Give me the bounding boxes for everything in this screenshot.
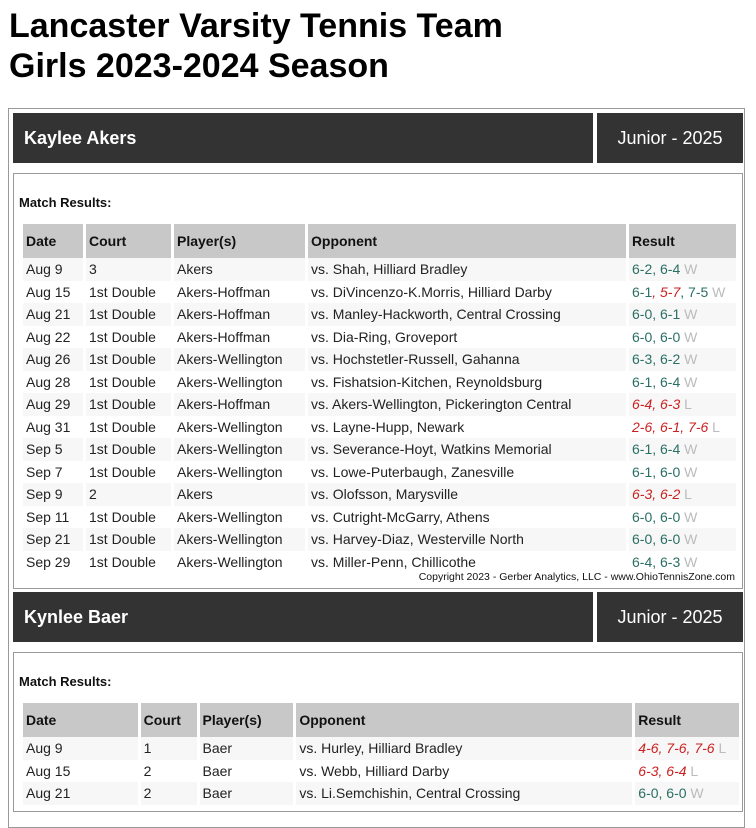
- set-score: 6-1: [660, 418, 681, 435]
- match-outcome: W: [684, 261, 698, 278]
- match-outcome: W: [684, 328, 698, 345]
- match-outcome: L: [712, 418, 720, 435]
- opponent-cell: vs. Harvey-Diaz, Westerville North: [308, 528, 626, 551]
- players-cell: Akers-Wellington: [177, 373, 283, 390]
- table-row: [23, 416, 736, 439]
- result-cell: 6-1, 6-0 W: [632, 463, 698, 480]
- date-cell: Sep 7: [26, 463, 63, 480]
- date-cell: Aug 9: [23, 737, 138, 760]
- page-title-line1: Lancaster Varsity Tennis Team: [9, 7, 503, 45]
- set-score: 6-0: [666, 785, 687, 802]
- result-cell: 6-0, 6-0 W: [629, 528, 736, 551]
- set-score: 6-0: [638, 785, 659, 802]
- set-score: 6-0: [660, 463, 681, 480]
- players-cell: Akers-Wellington: [177, 553, 283, 570]
- set-score: 6-1: [632, 373, 653, 390]
- table-row: [23, 303, 736, 326]
- column-header-players: Player(s): [174, 224, 305, 258]
- match-outcome: W: [690, 785, 704, 802]
- court-cell: 2: [143, 762, 152, 779]
- table-row: [23, 737, 739, 760]
- match-results-panel: [13, 652, 743, 812]
- table-row: [23, 326, 736, 349]
- column-header-court: Court: [141, 703, 197, 737]
- court-cell: 1st Double: [89, 553, 156, 570]
- players-cell: Akers-Wellington: [177, 508, 283, 525]
- set-score: 6-0: [660, 531, 681, 548]
- result-cell: 6-1, 6-4 W: [629, 438, 736, 461]
- table-row: [23, 393, 736, 416]
- set-score: 7-6: [694, 740, 715, 757]
- result-cell: 6-0, 6-0 W: [632, 508, 698, 525]
- player-name: Kynlee Baer: [13, 592, 593, 642]
- players-cell: Akers-Wellington: [174, 528, 305, 551]
- set-score: 6-3: [632, 351, 653, 368]
- set-score: 6-3: [638, 762, 659, 779]
- set-score: 6-0: [632, 328, 653, 345]
- player-class-year: Junior - 2025: [597, 592, 743, 642]
- column-header-court: Court: [86, 224, 171, 258]
- opponent-cell: vs. Olofsson, Marysville: [308, 483, 626, 506]
- result-cell: 6-3, 6-4 L: [638, 762, 699, 779]
- opponent-cell: vs. Manley-Hackworth, Central Crossing: [308, 303, 626, 326]
- date-cell: Aug 31: [26, 418, 71, 435]
- column-header-opponent: Opponent: [308, 224, 626, 258]
- table-header-row: [23, 703, 739, 737]
- set-score: 7-6: [666, 740, 687, 757]
- column-header-opponent: Opponent: [296, 703, 632, 737]
- date-cell: Sep 21: [23, 528, 83, 551]
- set-score: 6-0: [660, 328, 681, 345]
- column-header-result: Result: [635, 703, 739, 737]
- match-outcome: L: [684, 396, 692, 413]
- date-cell: Sep 11: [26, 508, 70, 525]
- match-outcome: W: [684, 553, 698, 570]
- opponent-cell: vs. Hochstetler-Russell, Gahanna: [308, 348, 626, 371]
- page-title: [9, 6, 503, 86]
- set-score: 6-4: [660, 441, 681, 458]
- match-outcome: W: [712, 283, 726, 300]
- result-cell: 6-1, 6-4 W: [632, 373, 698, 390]
- date-cell: Aug 21: [23, 782, 138, 805]
- opponent-cell: vs. Shah, Hilliard Bradley: [308, 258, 626, 281]
- match-outcome: W: [684, 306, 698, 323]
- table-row: [23, 782, 739, 805]
- players-cell: Akers-Wellington: [174, 438, 305, 461]
- court-cell: 1st Double: [86, 393, 171, 416]
- set-score: 6-1: [632, 283, 653, 300]
- table-header-row: [23, 224, 736, 258]
- court-cell: 2: [86, 483, 171, 506]
- match-outcome: W: [684, 463, 698, 480]
- table-row: [23, 438, 736, 461]
- players-cell: Akers-Wellington: [177, 418, 283, 435]
- date-cell: Aug 21: [23, 303, 83, 326]
- result-cell: 6-1, 5-7, 7-5 W: [632, 283, 726, 300]
- court-cell: 1st Double: [86, 438, 171, 461]
- set-score: 6-3: [660, 396, 681, 413]
- set-score: 6-2: [660, 351, 681, 368]
- page-title-line2: Girls 2023-2024 Season: [9, 47, 389, 85]
- players-cell: Akers-Wellington: [177, 463, 283, 480]
- match-results-title: Match Results:: [19, 195, 112, 210]
- opponent-cell: vs. Li.Semchishin, Central Crossing: [296, 782, 632, 805]
- match-results-table: [20, 703, 742, 805]
- opponent-cell: vs. Lowe-Puterbaugh, Zanesville: [311, 463, 515, 480]
- set-score: 6-3: [660, 553, 681, 570]
- date-cell: Aug 22: [26, 328, 71, 345]
- match-outcome: W: [684, 441, 698, 458]
- match-outcome: W: [684, 351, 698, 368]
- players-cell: Baer: [200, 737, 294, 760]
- court-cell: 1st Double: [89, 463, 156, 480]
- set-score: 6-4: [666, 762, 687, 779]
- result-cell: 2-6, 6-1, 7-6 L: [632, 418, 720, 435]
- players-cell: Baer: [202, 762, 233, 779]
- match-results-table: [20, 224, 739, 573]
- opponent-cell: vs. Hurley, Hilliard Bradley: [296, 737, 632, 760]
- set-score: 6-1: [632, 441, 653, 458]
- set-score: 2-6: [632, 418, 653, 435]
- date-cell: Aug 28: [26, 373, 71, 390]
- set-score: 6-1: [632, 463, 653, 480]
- court-cell: 1st Double: [89, 418, 156, 435]
- opponent-cell: vs. Layne-Hupp, Newark: [311, 418, 465, 435]
- set-score: 6-2: [632, 261, 653, 278]
- date-cell: Aug 15: [26, 762, 71, 779]
- court-cell: 1st Double: [86, 348, 171, 371]
- result-cell: 6-4, 6-3 L: [629, 393, 736, 416]
- table-row: [23, 258, 736, 281]
- column-header-date: Date: [23, 703, 138, 737]
- result-cell: 6-0, 6-1 W: [629, 303, 736, 326]
- players-cell: Akers-Hoffman: [177, 283, 271, 300]
- set-score: 7-6: [688, 418, 709, 435]
- table-row: [23, 371, 736, 394]
- match-outcome: W: [684, 531, 698, 548]
- match-outcome: L: [684, 486, 692, 503]
- date-cell: Sep 5: [23, 438, 83, 461]
- player-name: Kaylee Akers: [13, 113, 593, 163]
- court-cell: 1st Double: [89, 283, 156, 300]
- set-score: 6-4: [660, 261, 681, 278]
- match-results-title: Match Results:: [19, 674, 112, 689]
- players-cell: Akers-Hoffman: [174, 393, 305, 416]
- match-outcome: W: [684, 373, 698, 390]
- match-outcome: L: [690, 762, 699, 779]
- opponent-cell: vs. Cutright-McGarry, Athens: [311, 508, 490, 525]
- opponent-cell: vs. Dia-Ring, Groveport: [311, 328, 458, 345]
- court-cell: 1: [141, 737, 197, 760]
- court-cell: 1st Double: [86, 303, 171, 326]
- court-cell: 1st Double: [89, 328, 156, 345]
- match-outcome: L: [718, 740, 727, 757]
- opponent-cell: vs. Akers-Wellington, Pickerington Central: [308, 393, 626, 416]
- court-cell: 1st Double: [86, 528, 171, 551]
- result-cell: 6-4, 6-3 W: [632, 553, 698, 570]
- set-score: 4-6: [638, 740, 659, 757]
- court-cell: 1st Double: [89, 373, 156, 390]
- court-cell: 2: [141, 782, 197, 805]
- player-card: [13, 113, 747, 583]
- table-row: [23, 483, 736, 506]
- date-cell: Aug 9: [23, 258, 83, 281]
- opponent-cell: vs. Severance-Hoyt, Watkins Memorial: [308, 438, 626, 461]
- opponent-cell: vs. Miller-Penn, Chillicothe: [311, 553, 476, 570]
- date-cell: Aug 26: [23, 348, 83, 371]
- player-class-year: Junior - 2025: [597, 113, 743, 163]
- result-cell: 6-0, 6-0 W: [635, 782, 739, 805]
- table-row: [23, 506, 736, 529]
- date-cell: Aug 29: [23, 393, 83, 416]
- player-header: [13, 113, 747, 163]
- set-score: 6-1: [660, 306, 681, 323]
- table-row: [23, 461, 736, 484]
- result-cell: 6-0, 6-0 W: [632, 328, 698, 345]
- players-cell: Akers: [174, 258, 305, 281]
- set-score: 6-0: [632, 531, 653, 548]
- court-cell: 3: [86, 258, 171, 281]
- result-cell: 6-2, 6-4 W: [629, 258, 736, 281]
- date-cell: Sep 29: [26, 553, 71, 570]
- set-score: 6-2: [660, 486, 681, 503]
- opponent-cell: vs. Webb, Hilliard Darby: [299, 762, 450, 779]
- players-cell: Akers-Hoffman: [177, 328, 271, 345]
- table-row: [23, 551, 736, 574]
- player-header: [13, 592, 747, 642]
- copyright-text: Copyright 2023 - Gerber Analytics, LLC - www.OhioTennisZone.com: [418, 571, 735, 583]
- table-row: [23, 528, 736, 551]
- column-header-date: Date: [23, 224, 83, 258]
- result-cell: 6-3, 6-2 W: [629, 348, 736, 371]
- date-cell: Sep 9: [23, 483, 83, 506]
- players-cell: Baer: [200, 782, 294, 805]
- set-score: 6-0: [660, 508, 681, 525]
- result-cell: 4-6, 7-6, 7-6 L: [635, 737, 739, 760]
- opponent-cell: vs. DiVincenzo-K.Morris, Hilliard Darby: [311, 283, 552, 300]
- match-results-panel: [13, 173, 743, 589]
- player-card: [13, 592, 747, 802]
- players-cell: Akers-Hoffman: [174, 303, 305, 326]
- set-score: 6-0: [632, 508, 653, 525]
- opponent-cell: vs. Fishatsion-Kitchen, Reynoldsburg: [311, 373, 543, 390]
- column-header-result: Result: [629, 224, 736, 258]
- set-score: 6-0: [632, 306, 653, 323]
- players-cell: Akers: [174, 483, 305, 506]
- set-score: 6-4: [660, 373, 681, 390]
- result-cell: 6-3, 6-2 L: [629, 483, 736, 506]
- table-row: [23, 760, 739, 783]
- set-score: 5-7: [660, 283, 681, 300]
- table-row: [23, 281, 736, 304]
- set-score: 6-3: [632, 486, 653, 503]
- table-row: [23, 348, 736, 371]
- court-cell: 1st Double: [89, 508, 156, 525]
- match-outcome: W: [684, 508, 698, 525]
- set-score: 6-4: [632, 553, 653, 570]
- set-score: 7-5: [688, 283, 709, 300]
- date-cell: Aug 15: [26, 283, 71, 300]
- set-score: 6-4: [632, 396, 653, 413]
- column-header-players: Player(s): [200, 703, 294, 737]
- players-cell: Akers-Wellington: [174, 348, 305, 371]
